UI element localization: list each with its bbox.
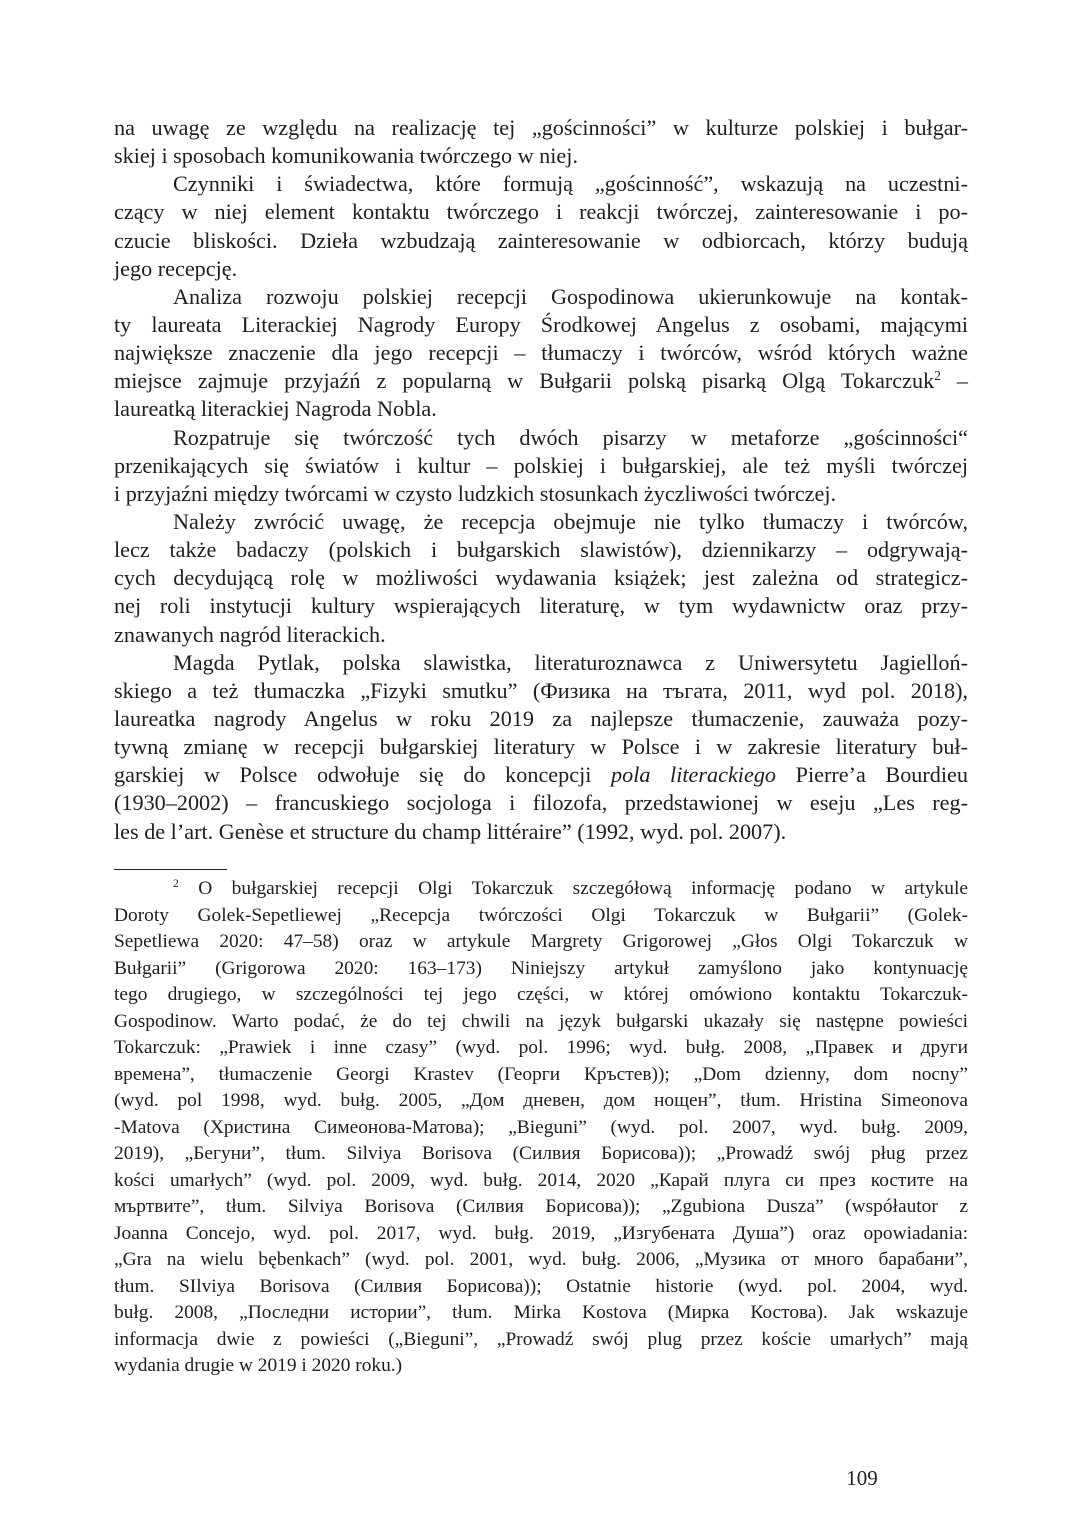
text-line: (1930–2002) – francuskiego socjologa i filozofa, przedstawionej w eseju „Les reg-	[114, 790, 968, 816]
footnote	[114, 876, 968, 1380]
text-segment: garskiej w Polsce odwołuje się do koncepcji	[114, 762, 611, 788]
footnote-line: Joanna Concejo, wyd. pol. 2017, wyd. bułg. 2019, „Изгубената Душа”) oraz opowiadania:	[114, 1222, 968, 1244]
text-line: Analiza rozwoju polskiej recepcji Gospodinowa ukierunkowuje na kontak-	[173, 283, 968, 309]
footnote-line: kości umarłych” (wyd. pol. 2009, wyd. bułg. 2014, 2020 „Карай плуга си през костите на	[114, 1169, 968, 1191]
text-line: największe znaczenie dla jego recepcji – tłumaczy i twórców, wśród których ważne	[114, 340, 968, 366]
text-line: skiej i sposobach komunikowania twórczego w niej.	[114, 143, 578, 169]
text-line: nej roli instytucji kultury wspierających literaturę, w tym wydawnictw oraz przy-	[114, 593, 968, 619]
footnote-line: wydania drugie w 2019 i 2020 roku.)	[114, 1355, 403, 1376]
footnote-line: 2019), „Бегуни”, tłum. Silviya Borisova (Силвия Борисова)); „Prowadź swój pług przez	[114, 1143, 968, 1164]
text-line: laureatka nagrody Angelus w roku 2019 za najlepsze tłumaczenie, zauważa pozy-	[114, 705, 968, 731]
footnote-line: -Matova (Христина Симеонова-Матова); „Bieguni” (wyd. pol. 2007, wyd. bułg. 2009,	[114, 1116, 968, 1138]
text-segment: –	[940, 368, 969, 394]
footnote-line: tego drugiego, w szczególności tej jego części, w której omówiono kontaktu Tokarczuk-	[114, 984, 968, 1005]
text-line: Czynniki i świadectwa, które formują „gościnność”, wskazują na uczestni-	[173, 171, 968, 197]
text-segment: Pierre’a Bourdieu	[776, 762, 968, 788]
text-line: ty laureata Literackiej Nagrody Europy Środkowej Angelus z osobami, mającymi	[114, 311, 968, 337]
text-line: tywną zmianę w recepcji bułgarskiej literatury w Polsce i w zakresie literatury buł-	[114, 734, 968, 760]
footnote-line	[114, 876, 968, 903]
footnote-line: времена”, tłumaczenie Georgi Krastev (Георги Кръстев)); „Dom dzienny, dom nocny”	[114, 1063, 968, 1085]
text-line: Rozpatruje się twórczość tych dwóch pisarzy w metaforze „gościnności“	[173, 424, 968, 450]
text-line: i przyjaźni między twórcami w czysto ludzkich stosunkach życzliwości twórczej.	[114, 480, 837, 506]
footnote-reference[interactable]: 2	[934, 368, 941, 384]
text-line: skiego a też tłumaczka „Fizyki smutku” (Физика на тъгата, 2011, wyd pol. 2018),	[114, 677, 968, 703]
text-line: jego recepcję.	[114, 255, 238, 281]
text-line: czący w niej element kontaktu twórczego i reakcji twórczej, zainteresowanie i po-	[114, 199, 968, 225]
footnote-marker: 2	[173, 877, 179, 891]
text-line: Należy zwrócić uwagę, że recepcja obejmuje nie tylko tłumaczy i twórców,	[173, 508, 968, 534]
text-line: cych decydującą rolę w możliwości wydawania książek; jest zależna od strategicz-	[114, 565, 968, 591]
page-number: 109	[846, 1466, 878, 1490]
footnote-line: Tokarczuk: „Prawiek i inne czasy” (wyd. pol. 1996; wyd. bułg. 2008, „Правек и други	[114, 1037, 968, 1058]
text-line: les de l’art. Genèse et structure du champ littéraire” (1992, wyd. pol. 2007).	[114, 818, 787, 844]
text-line: Magda Pytlak, polska slawistka, literaturoznawca z Uniwersytetu Jagielloń-	[173, 649, 968, 675]
text-line: na uwagę ze względu na realizację tej „gościnności” w kulturze polskiej i bułgar-	[114, 115, 968, 140]
text-segment: O bułgarskiej recepcji Olgi Tokarczuk szczegółową informację podano w artykule	[178, 878, 968, 899]
footnote-line: Doroty Golek-Sepetliewej „Recepcja twórczości Olgi Tokarczuk w Bułgarii” (Golek-	[114, 904, 968, 926]
footnote-line: informacja dwie z powieści („Bieguni”, „Prowadź swój plug przez koście umarłych” mają	[114, 1328, 968, 1350]
main-text	[114, 114, 968, 846]
text-line: znawanych nagród literackich.	[114, 621, 386, 647]
italic-term: pola literackiego	[611, 762, 777, 788]
footnote-line: „Gra na wielu bębenkach” (wyd. pol. 2001, wyd. bułg. 2006, „Музика от много барабани”,	[114, 1249, 968, 1270]
text-line: czucie bliskości. Dzieła wzbudzają zainteresowanie w odbiorcach, którzy budują	[114, 227, 968, 253]
text-line: laureatką literackiej Nagroda Nobla.	[114, 396, 437, 422]
text-line	[114, 367, 968, 395]
text-segment: miejsce zajmuje przyjaźń z popularną w Bułgarii polską pisarką Olgą Tokarczuk	[114, 368, 935, 394]
footnote-line: Sepetliewa 2020: 47–58) oraz w artykule Margrety Grigorowej „Głos Olgi Tokarczuk w	[114, 931, 968, 952]
footnote-line: Gospodinow. Warto podać, że do tej chwili na język bułgarski ukazały się następne powieści	[114, 1010, 968, 1032]
text-line: lecz także badaczy (polskich i bułgarskich slawistów), dziennikarzy – odgrywają-	[114, 537, 968, 563]
footnote-line: мъртвите”, tłum. Silviya Borisova (Силвия Борисова)); „Zgubiona Dusza” (współautor z	[114, 1196, 968, 1217]
footnote-line: (wyd. pol 1998, wyd. bułg. 2005, „Дом дневен, дом нощен”, tłum. Hristina Simeonova	[114, 1090, 968, 1111]
footnote-line: bułg. 2008, „Последни истории”, tłum. Mirka Kostova (Мирка Костова). Jak wskazuje	[114, 1302, 968, 1323]
text-line	[114, 761, 968, 789]
text-line: przenikających się światów i kultur – polskiej i bułgarskiej, ale też myśli twórczej	[114, 452, 968, 478]
footnote-line: Bułgarii” (Grigorowa 2020: 163–173) Niniejszy artykuł zamyślono jako kontynuację	[114, 957, 968, 979]
footnote-line: tłum. SIlviya Borisova (Силвия Борисова)); Ostatnie historie (wyd. pol. 2004, wyd.	[114, 1275, 968, 1297]
footnote-separator	[114, 869, 227, 870]
